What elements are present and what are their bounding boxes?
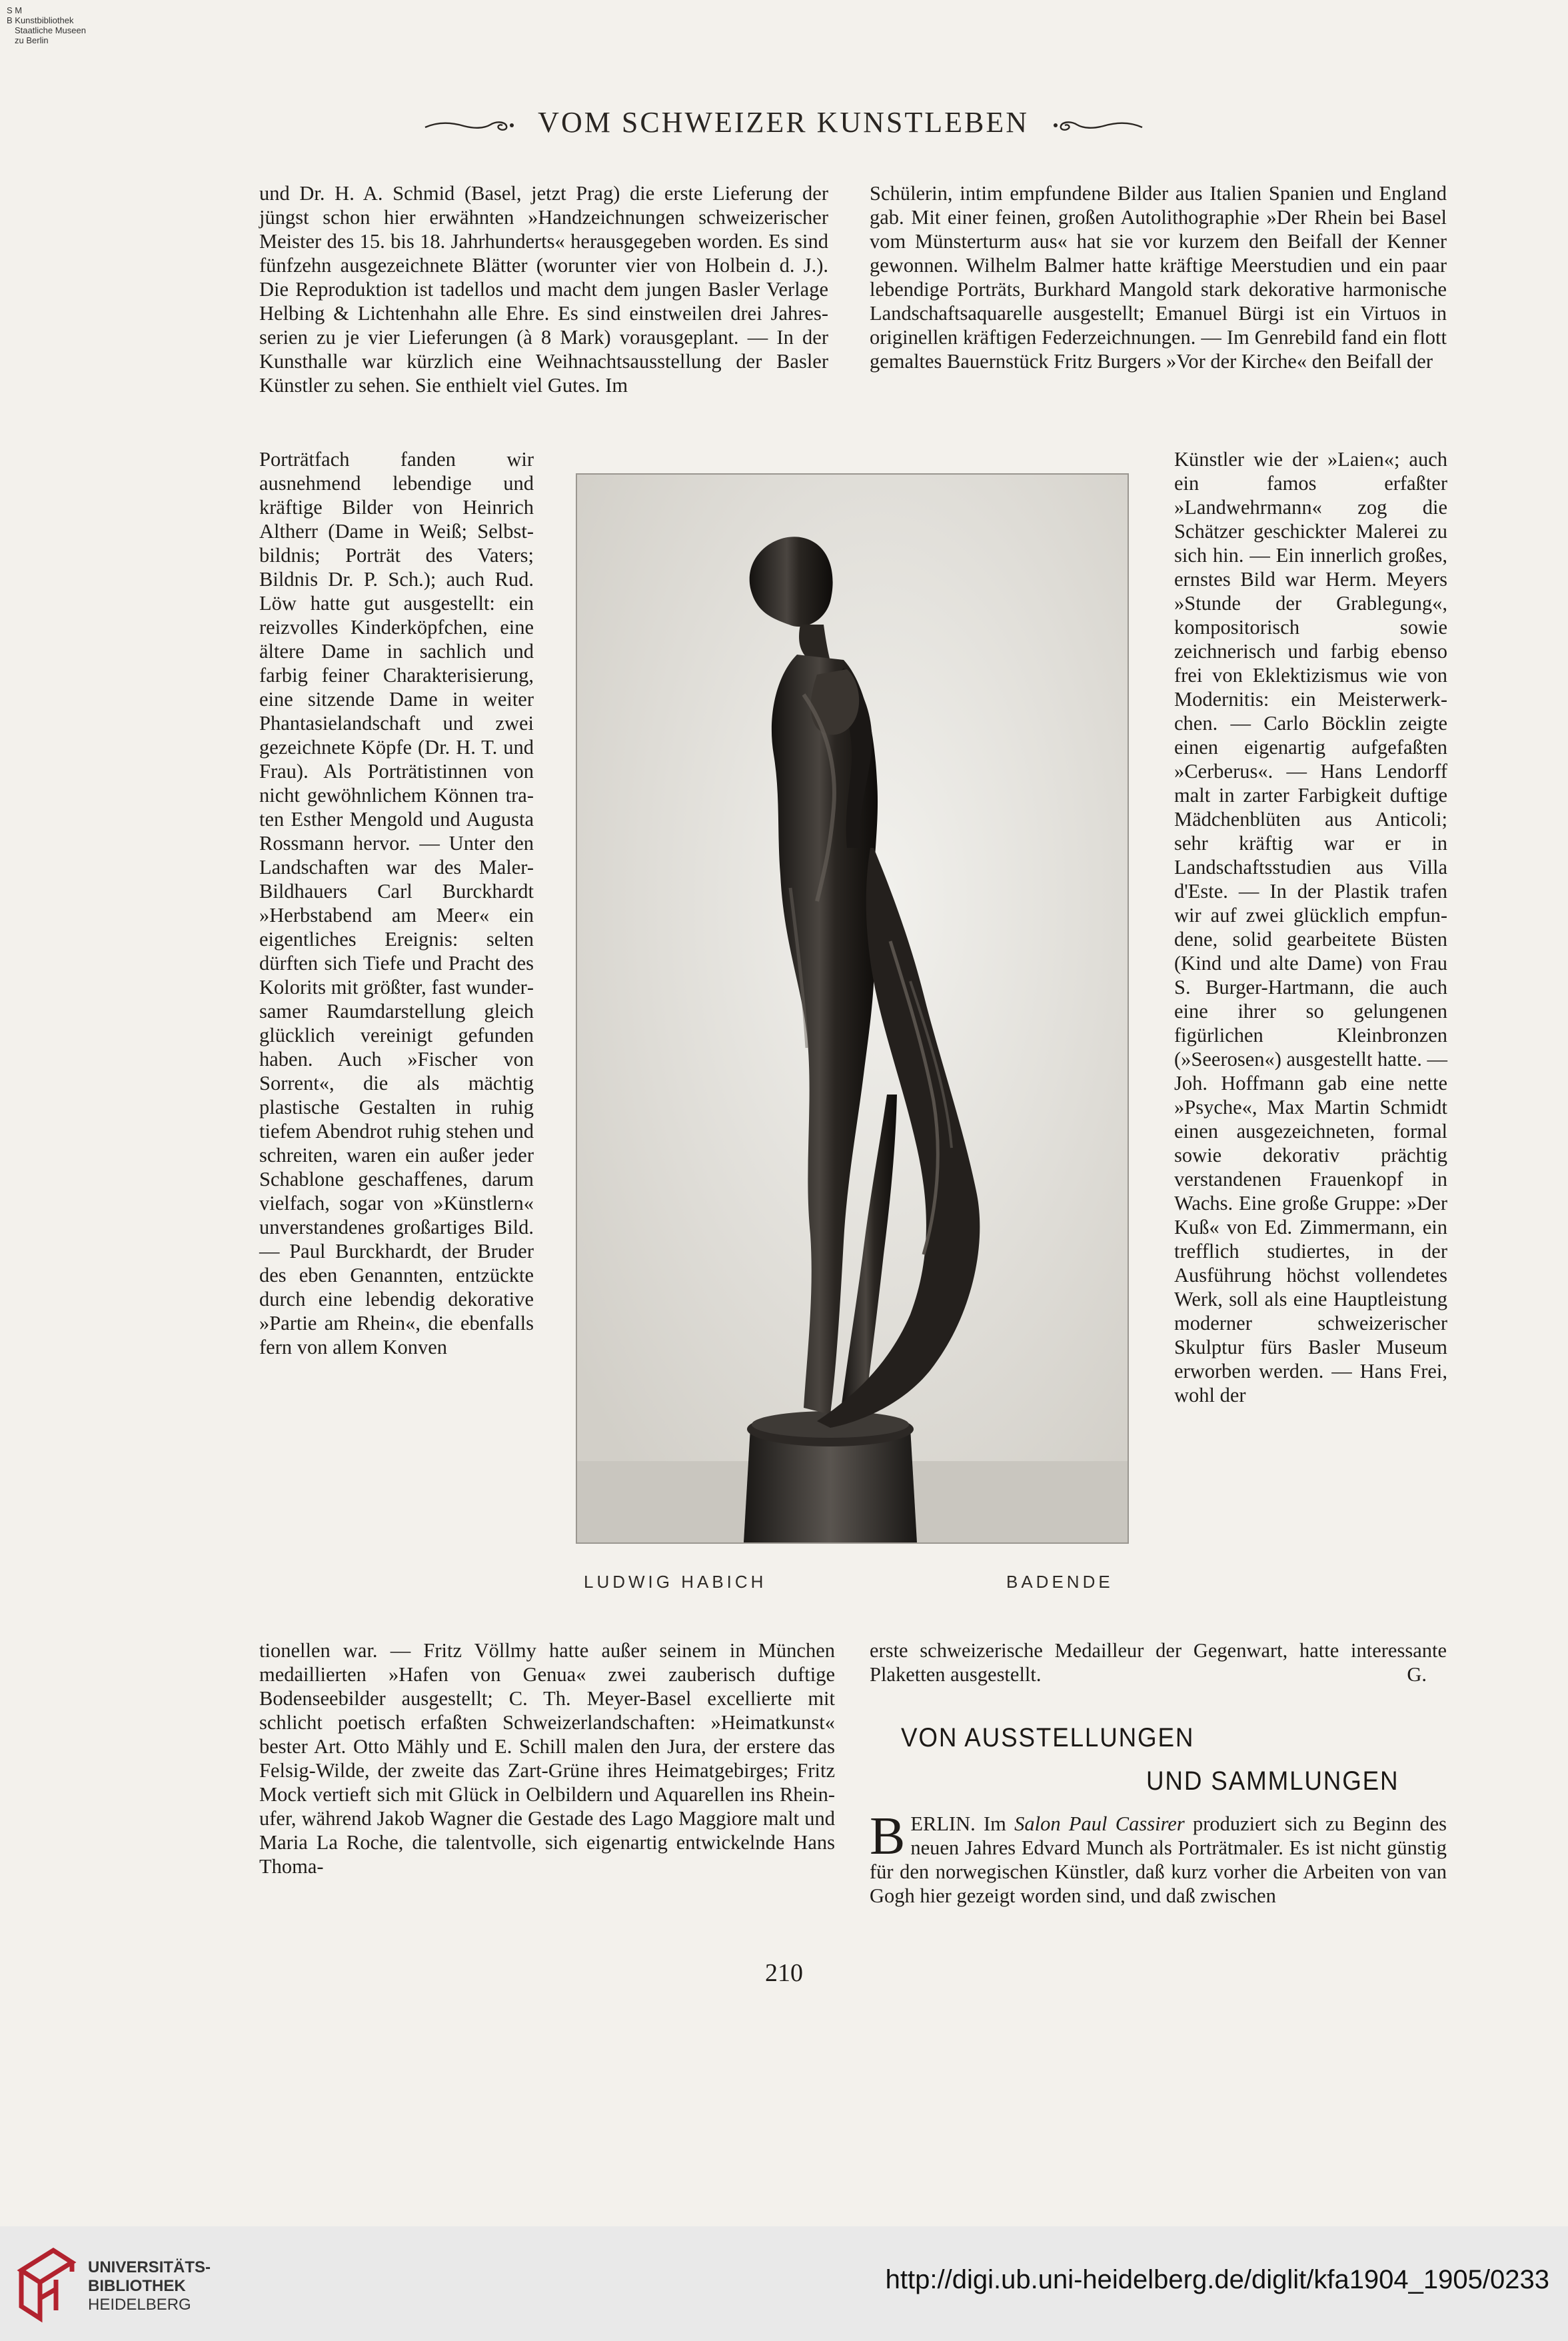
sculpture-photo: [576, 473, 1129, 1544]
paragraph: tionellen war. — Fritz Völlmy hatte außer seinem in München medaillierten »Hafen von Genua« zwei zauberisch duftige Bodenseebilder ausgestellt; C. Th. Meyer-Basel excellierte mit schlicht poetisch erfaßten Schweizerlandschaften: »Heimatkunst« bester Art. Otto Mähly und E. Schill malen den Jura, der erstere das Felsig-Wilde, der zweite das Zart-Grüne ihres Heimatgebirges; Fritz Mock vertieft sich mit Glück in Oelbildern und Aquarellen ins Rheinufer, während Jakob Wagner die Gestade des Lago Maggiore malt und Maria La Roche, die talentvolle, sich eigenartig entwickelnde Hans Thoma-: [259, 1639, 835, 1878]
right-wrap-column: [1174, 447, 1447, 1407]
library-name: [88, 2258, 211, 2314]
library-name-line: BIBLIOTHEK: [88, 2277, 186, 2295]
sculpture-illustration: [577, 475, 1128, 1542]
author-signature: G.: [1407, 1663, 1427, 1686]
stamp-line: S M: [7, 5, 23, 15]
section-title-line-2: UND SAMMLUNGEN: [1146, 1766, 1399, 1796]
right-column-bottom: [870, 1638, 1447, 1686]
section-title-line-1: VON AUSSTELLUNGEN: [901, 1723, 1195, 1752]
library-stamp: [7, 5, 86, 45]
paragraph: und Dr. H. A. Schmid (Basel, jetzt Prag) die erste Lieferung der jüngst schon hier erwähnten »Handzeichnungen schweizerischer Meister des 15. bis 18. Jahrhunderts« herausgegeben worden. Es sind fünfzehn ausgezeichnete Blätter (worunter vier von Holbein d. J.). Die Reproduktion ist tadellos und macht dem jungen Basler Verlage Helbing & Lichtenhahn alle Ehre. Es sind einstweilen drei Jahresserien zu je vier Lieferungen (à 8 Mark) vorausgeplant. — In der Kunsthalle war kürzlich eine Weihnachtsausstellung der Basler Künstler zu sehen. Sie enthielt viel Gutes. Im: [259, 182, 828, 397]
stamp-line: B Kunstbibliothek: [7, 15, 74, 25]
left-column-top: [259, 181, 828, 397]
ornament-scroll-right-icon: [1050, 115, 1144, 135]
stamp-line: zu Berlin: [15, 35, 49, 45]
left-wrap-column: [259, 447, 534, 1359]
caption-artist: LUDWIG HABICH: [584, 1572, 767, 1592]
section-rest: produziert sich zu Beginn des neuen Jahres Edvard Munch als Porträtmaler. Es ist nicht günstig für den norwegischen Künstler, daß kurz vorher die Arbeiten von van Gogh hier gezeigt worden sind, und daß zwischen: [870, 1812, 1447, 1907]
library-name-line: HEIDELBERG: [88, 2296, 191, 2314]
drop-cap: B: [870, 1807, 906, 1866]
left-column-bottom: [259, 1638, 835, 1878]
section-lead: ERLIN. Im: [910, 1812, 1015, 1835]
library-name-line: UNIVERSITÄTS-: [88, 2258, 211, 2276]
stamp-line: Staatliche Museen: [15, 25, 86, 35]
running-header: [253, 105, 1314, 139]
right-column-top: [870, 181, 1447, 373]
heidelberg-logo-icon: [15, 2245, 79, 2324]
caption-title: BADENDE: [1006, 1572, 1114, 1592]
section-italic: Salon Paul Cassirer: [1014, 1812, 1185, 1835]
paragraph: Künstler wie der »Laien«; auch ein famos erfaßter »Landwehrmann« zog die Schätzer geschickter Malerei zu sich hin. — Ein innerlich großes, ernstes Bild war Herm. Meyers »Stunde der Grablegung«, kompositorisch sowie zeichnerisch und farbig ebenso frei von Eklektizismus wie von Modernitis: ein Meisterwerkchen. — Carlo Böcklin zeigte einen eigenartig aufgefaßten »Cerberus«. — Hans Lendorff malt in zarter Farbigkeit duftige Mädchenblüten aus Anticoli; sehr kräftig war er in Landschaftsstudien aus Villa d'Este. — In der Plastik trafen wir auf zwei glücklich empfundene, solid gearbeitete Büsten (Kind und alte Dame) von Frau S. Burger-Hartmann, die auch eine ihrer so gelungenen figürlichen Kleinbronzen (»Seerosen«) ausgestellt hatte. — Joh. Hoffmann gab eine nette »Psyche«, Max Martin Schmidt einen ausgezeichneten, formal sowie dekorativ prächtig verstandenen Frauenkopf in Wachs. Eine große Gruppe: »Der Kuß« von Ed. Zimmermann, ein trefflich studiertes, in der Ausführung höchst vollendetes Werk, soll als eine Hauptleistung moderner schweizerischer Skulptur fürs Basler Museum erworben werden. — Hans Frei, wohl der: [1174, 448, 1447, 1406]
section-body: [870, 1807, 1447, 1908]
paragraph: [870, 1807, 1447, 1908]
paragraph: [870, 1638, 1447, 1686]
footer-bar: [0, 2226, 1568, 2341]
ornament-scroll-left-icon: [424, 115, 517, 135]
paragraph: Schülerin, intim empfundene Bilder aus Italien Spanien und England gab. Mit einer feinen, großen Autolithographie »Der Rhein bei Basel vom Münsterturm aus« hat sie vor kurzem den Beifall der Kenner gewonnen. Wilhelm Balmer hatte kräftige Meerstudien und ein paar lebendige Porträts, Burkhard Mangold stark dekorative harmonische Landschaftsaquarelle ausgestellt; Emanuel Bürgi ist ein Virtuos in originellen kräftigen Federzeichnungen. — Im Genrebild fand ein flott gemaltes Bauernstück Fritz Burgers »Vor der Kirche« den Beifall der: [870, 182, 1447, 373]
paragraph-text: erste schweizerische Medailleur der Gegenwart, hatte interessante Plaketten ausgestellt.: [870, 1639, 1447, 1686]
header-title: VOM SCHWEIZER KUNSTLEBEN: [538, 106, 1030, 139]
page-number: 210: [765, 1959, 803, 1987]
paragraph: Porträtfach fanden wir ausnehmend lebendige und kräftige Bilder von Heinrich Altherr (Dame in Weiß; Selbstbildnis; Porträt des Vaters; Bildnis Dr. P. Sch.); auch Rud. Löw hatte gut ausgestellt: ein reizvolles Kinderköpfchen, eine ältere Dame in sachlich und farbig feiner Charakterisierung, eine sitzende Dame in weiter Phantasielandschaft und zwei gezeichnete Köpfe (Dr. H. T. und Frau). Als Porträtistinnen von nicht gewöhnlichem Können traten Esther Mengold und Augusta Rossmann hervor. — Unter den Landschaften war des Maler-Bildhauers Carl Burckhardt »Herbstabend am Meer« ein eigentliches Ereignis: selten dürften sich Tiefe und Pracht des Kolorits mit größter, fast wundersamer Raumdarstellung gleich glücklich vereinigt gefunden haben. Auch »Fischer von Sorrent«, die als mächtig plastische Gestalten in ruhig tiefem Abendrot ruhig stehen und schreiten, waren ein außer jeder Schablone geschaffenes, darum vielfach, sogar von »Künstlern« unverstandenes großartiges Bild. — Paul Burckhardt, der Bruder des eben Genannten, entzückte durch eine lebendig dekorative »Partie am Rhein«, die ebenfalls fern von allem Konven: [259, 448, 534, 1358]
permalink-url[interactable]: http://digi.ub.uni-heidelberg.de/diglit/kfa1904_1905/0233: [885, 2265, 1549, 2294]
